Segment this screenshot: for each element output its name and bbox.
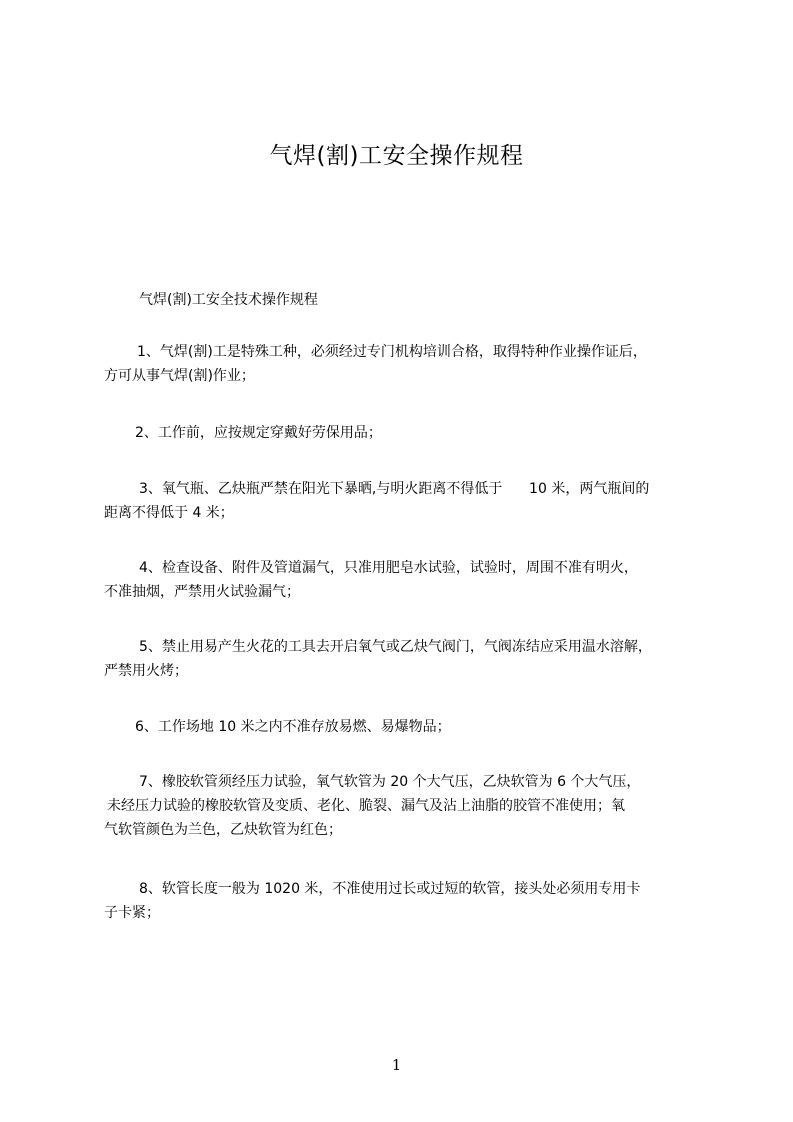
paragraph-8 <box>104 877 714 925</box>
paragraph-2 <box>104 421 714 445</box>
paragraph-line: 不准抽烟，严禁用火试验漏气； <box>104 584 300 600</box>
paragraph-line: 4、检查设备、附件及管道漏气，只准用肥皂水试验，试验时，周围不准有明火， <box>139 560 638 576</box>
paragraph-line: 5、禁止用易产生火花的工具去开启氧气或乙炔气阀门，气阀冻结应采用温水溶解， <box>139 639 652 655</box>
paragraph-line: 1、气焊(割)工是特殊工种，必须经过专门机构培训合格，取得特种作业操作证后， <box>137 344 647 360</box>
paragraph-line: 8、软管长度一般为 1020 米，不准使用过长或过短的软管，接头处必须用专用卡 <box>139 881 641 897</box>
paragraph-1 <box>104 340 714 388</box>
paragraph-7 <box>104 770 714 842</box>
paragraph-line: 方可从事气焊(割)作业； <box>104 368 255 384</box>
paragraph-4 <box>104 556 714 604</box>
paragraph-line: 2、工作前，应按规定穿戴好劳保用品； <box>135 425 382 441</box>
paragraph-line: 3、氧气瓶、乙炔瓶严禁在阳光下暴晒,与明火距离不得低于 10 米，两气瓶间的 <box>139 481 650 497</box>
paragraph-line: 距离不得低于 4 米； <box>104 505 234 521</box>
paragraph-6 <box>104 715 714 739</box>
page-number: 1 <box>391 1056 402 1074</box>
document-title: 气焊(割)工安全操作规程 <box>269 143 524 169</box>
paragraph-5 <box>104 635 714 683</box>
document-subheading: 气焊(割)工安全技术操作规程 <box>139 292 318 308</box>
paragraph-3 <box>104 477 714 525</box>
paragraph-line: 未经压力试验的橡胶软管及变质、老化、脆裂、漏气及沾上油脂的胶管不准使用；氧 <box>107 798 625 814</box>
paragraph-line: 气软管颜色为兰色，乙炔软管为红色； <box>104 822 342 838</box>
paragraph-line: 严禁用火烤； <box>104 663 188 679</box>
paragraph-line: 子卡紧； <box>104 905 160 921</box>
paragraph-line: 7、橡胶软管须经压力试验，氧气软管为 20 个大气压，乙炔软管为 6 个大气压， <box>139 774 641 790</box>
paragraph-line: 6、工作场地 10 米之内不准存放易燃、易爆物品； <box>135 719 451 735</box>
